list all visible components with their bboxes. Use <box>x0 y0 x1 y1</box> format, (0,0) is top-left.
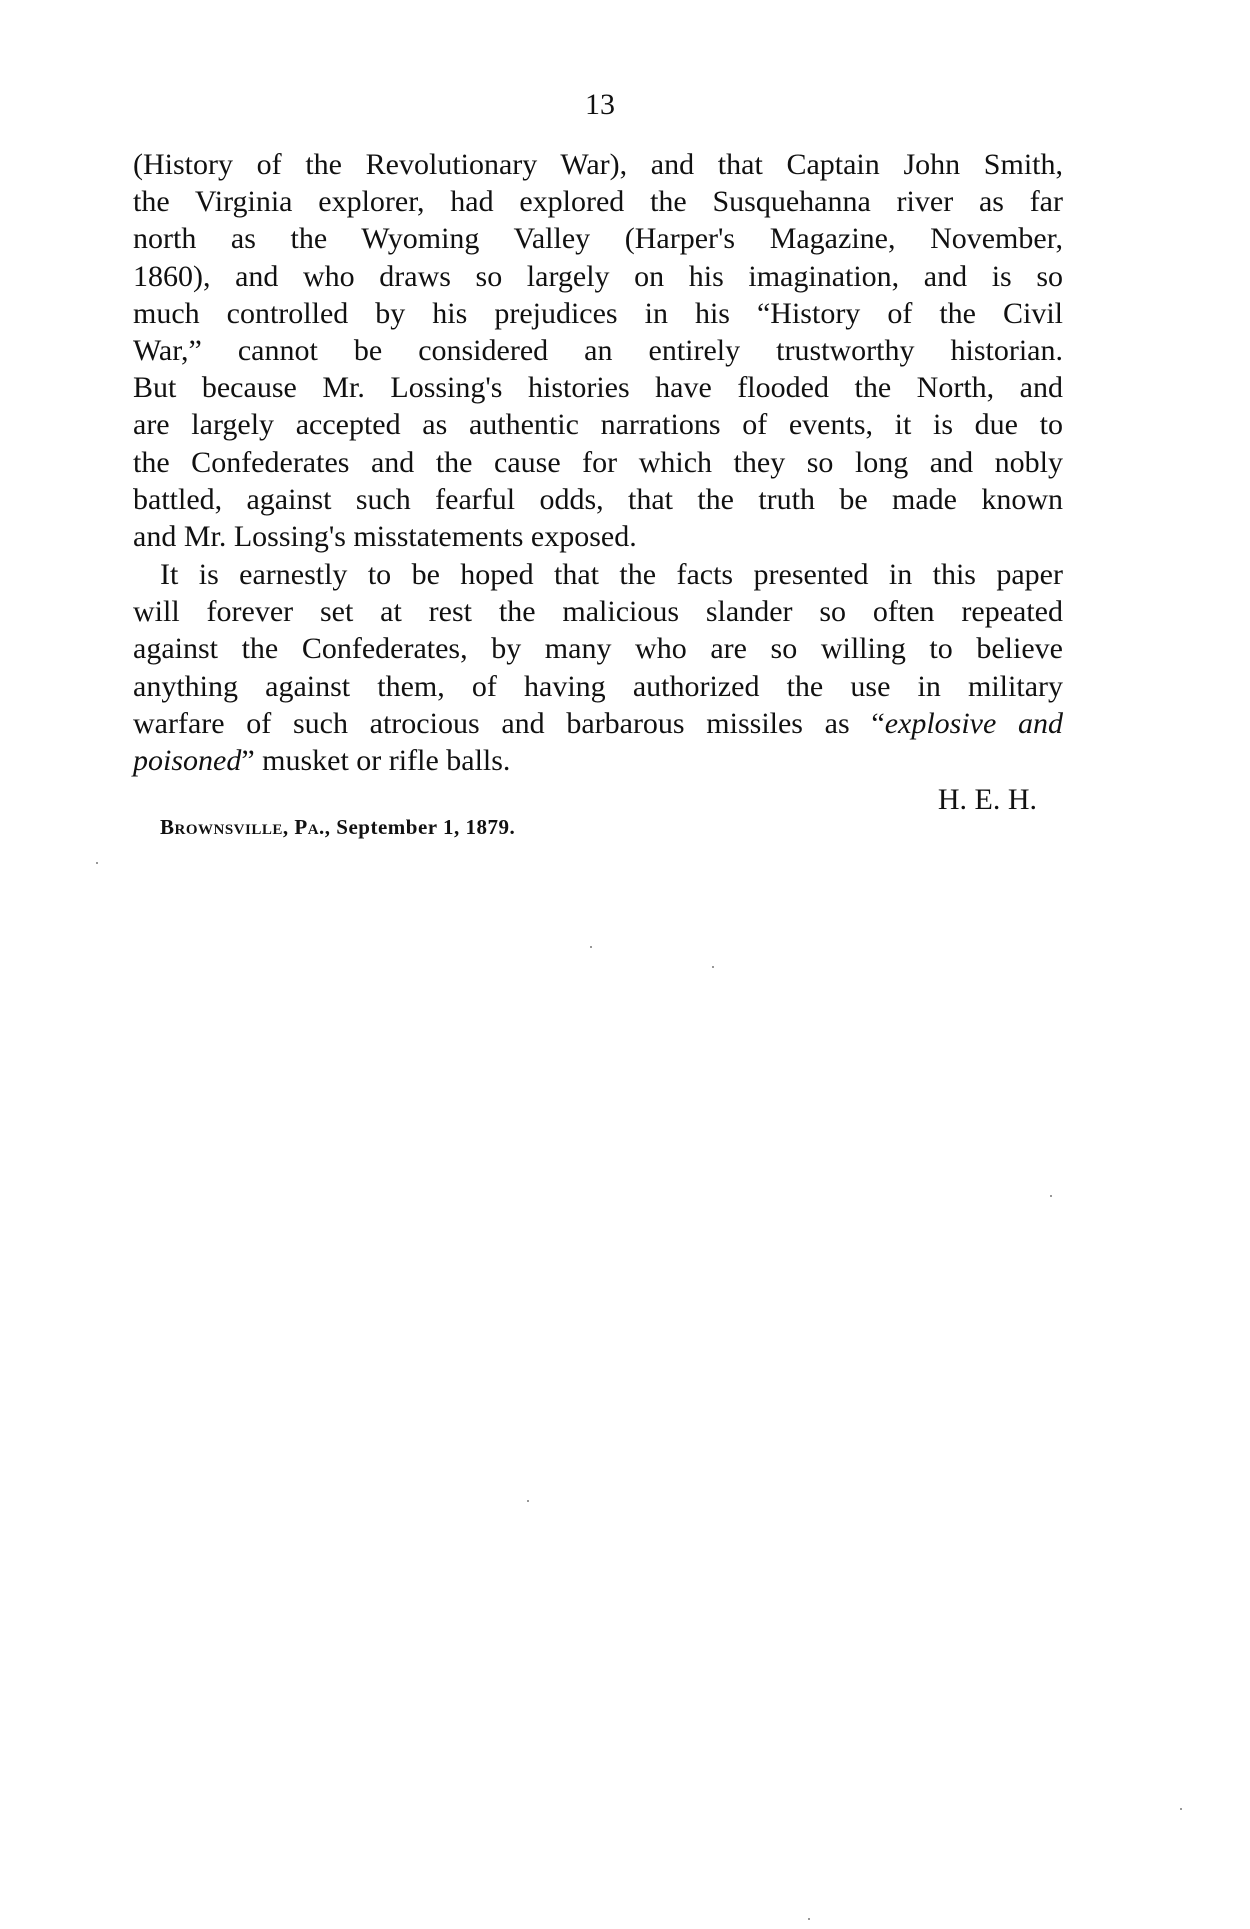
dateline <box>160 815 515 840</box>
dateline-place: Brownsville, Pa., <box>160 815 331 839</box>
paragraph-1-line: the Confederates and the cause for which they so long and nobly <box>133 445 1063 479</box>
paragraph-1-line: are largely accepted as authentic narrations of events, it is due to <box>133 408 1063 442</box>
author-initials: H. E. H. <box>937 783 1037 816</box>
paragraph-2-line <box>133 705 1063 742</box>
paragraph-1-line: But because Mr. Lossing's histories have flooded the North, and <box>133 371 1063 405</box>
paragraph-1-line: and Mr. Lossing's misstatements exposed. <box>133 520 637 554</box>
italic-phrase: poisoned <box>133 744 242 778</box>
paragraph-2-line-6-text: ” musket or rifle balls. <box>241 744 511 778</box>
scan-speck <box>1180 1808 1182 1810</box>
paragraph-2-line: will forever set at rest the malicious slander so often repeated <box>133 595 1063 629</box>
dateline-date: September 1, 1879. <box>336 815 516 839</box>
scan-speck <box>527 1500 529 1502</box>
paragraph-2-line <box>133 742 1063 779</box>
scan-speck <box>712 966 714 968</box>
paragraph-1-line: War,” cannot be considered an entirely trustworthy historian. <box>133 334 1063 368</box>
paragraph-2-line-5-text: warfare of such atrocious and barbarous missiles as “ <box>133 706 885 740</box>
paragraph-1 <box>133 146 1063 555</box>
paragraph-2-line: against the Confederates, by many who are so willing to believe <box>133 632 1063 666</box>
scan-speck <box>590 946 592 948</box>
scan-speck <box>96 862 98 864</box>
paragraph-2 <box>133 556 1063 779</box>
scan-speck <box>808 1918 810 1920</box>
page-number: 13 <box>585 88 615 121</box>
paragraph-1-line: much controlled by his prejudices in his “History of the Civil <box>133 296 1063 330</box>
paragraph-1-line: battled, against such fearful odds, that the truth be made known <box>133 482 1063 516</box>
paragraph-2-line: anything against them, of having authorized the use in military <box>133 669 1063 703</box>
paragraph-1-line: 1860), and who draws so largely on his imagination, and is so <box>133 259 1063 293</box>
paragraph-1-line: (History of the Revolutionary War), and that Captain John Smith, <box>133 148 1063 181</box>
paragraph-1-line: north as the Wyoming Valley (Harper's Magazine, November, <box>133 222 1063 256</box>
italic-phrase: explosive and <box>884 706 1063 740</box>
paragraph-1-line: the Virginia explorer, had explored the Susquehanna river as far <box>133 185 1063 219</box>
paragraph-2-line: It is earnestly to be hoped that the facts presented in this paper <box>160 558 1063 591</box>
scan-speck <box>1050 1195 1052 1197</box>
